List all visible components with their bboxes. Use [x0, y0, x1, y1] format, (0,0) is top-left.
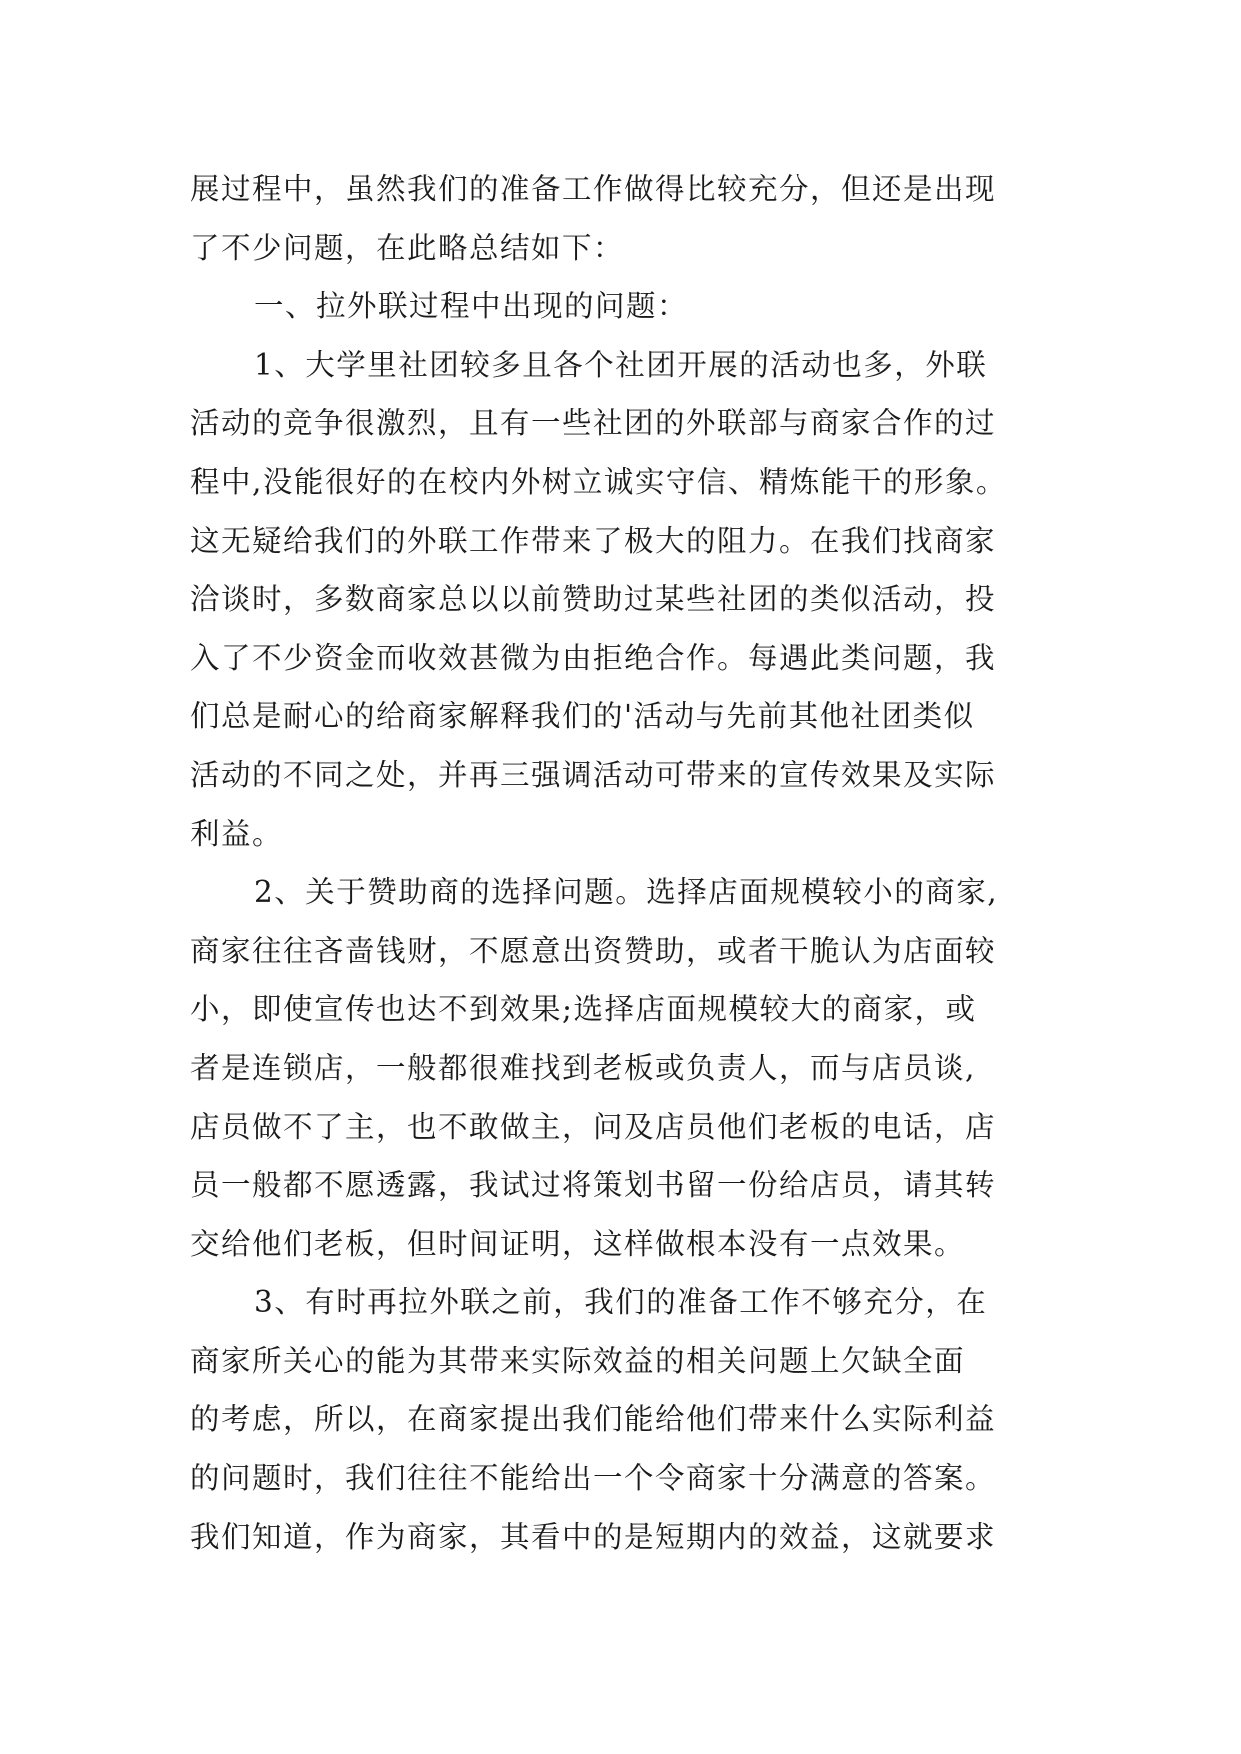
text-line: 者是连锁店，一般都很难找到老板或负责人，而与店员谈,	[190, 1050, 976, 1085]
text-line: 商家往往吝啬钱财，不愿意出资赞助，或者干脆认为店面较	[190, 933, 997, 968]
text-line: 洽谈时，多数商家总以以前赞助过某些社团的类似活动，投	[190, 582, 997, 617]
text-line: 的问题时，我们往往不能给出一个令商家十分满意的答案。	[190, 1461, 997, 1496]
text-line: 我们知道，作为商家，其看中的是短期内的效益，这就要求	[190, 1519, 997, 1554]
text-line: 商家所关心的能为其带来实际效益的相关问题上欠缺全面	[190, 1343, 966, 1378]
text-line: 利益。	[190, 816, 284, 851]
text-line: 小，即使宣传也达不到效果;选择店面规模较大的商家，或	[190, 992, 977, 1027]
text-line: 入了不少资金而收效甚微为由拒绝合作。每遇此类问题，我	[190, 640, 997, 675]
text-line: 1、大学里社团较多且各个社团开展的活动也多，外联	[254, 347, 988, 382]
text-line: 2、关于赞助商的选择问题。选择店面规模较小的商家,	[254, 875, 999, 910]
text-line: 3、有时再拉外联之前，我们的准备工作不够充分，在	[254, 1285, 988, 1320]
text-line: 程中,没能很好的在校内外树立诚实守信、精炼能干的形象。	[190, 464, 1007, 499]
text-line: 这无疑给我们的外联工作带来了极大的阻力。在我们找商家	[190, 523, 997, 558]
document-body	[190, 160, 1060, 1566]
text-line: 的考虑，所以，在商家提出我们能给他们带来什么实际利益	[190, 1402, 997, 1437]
text-line: 店员做不了主，也不敢做主，问及店员他们老板的电话，店	[190, 1109, 997, 1144]
text-line: 员一般都不愿透露，我试过将策划书留一份给店员，请其转	[190, 1168, 997, 1203]
text-line: 活动的不同之处，并再三强调活动可带来的宣传效果及实际	[190, 757, 997, 792]
text-line: 们总是耐心的给商家解释我们的'活动与先前其他社团类似	[190, 699, 975, 734]
text-line: 展过程中，虽然我们的准备工作做得比较充分，但还是出现	[190, 172, 997, 206]
text-line: 交给他们老板，但时间证明，这样做根本没有一点效果。	[190, 1226, 966, 1261]
text-line: 活动的竞争很激烈，且有一些社团的外联部与商家合作的过	[190, 406, 997, 441]
section-heading: 一、拉外联过程中出现的问题：	[254, 289, 689, 324]
text-line: 了不少问题，在此略总结如下：	[190, 230, 625, 265]
